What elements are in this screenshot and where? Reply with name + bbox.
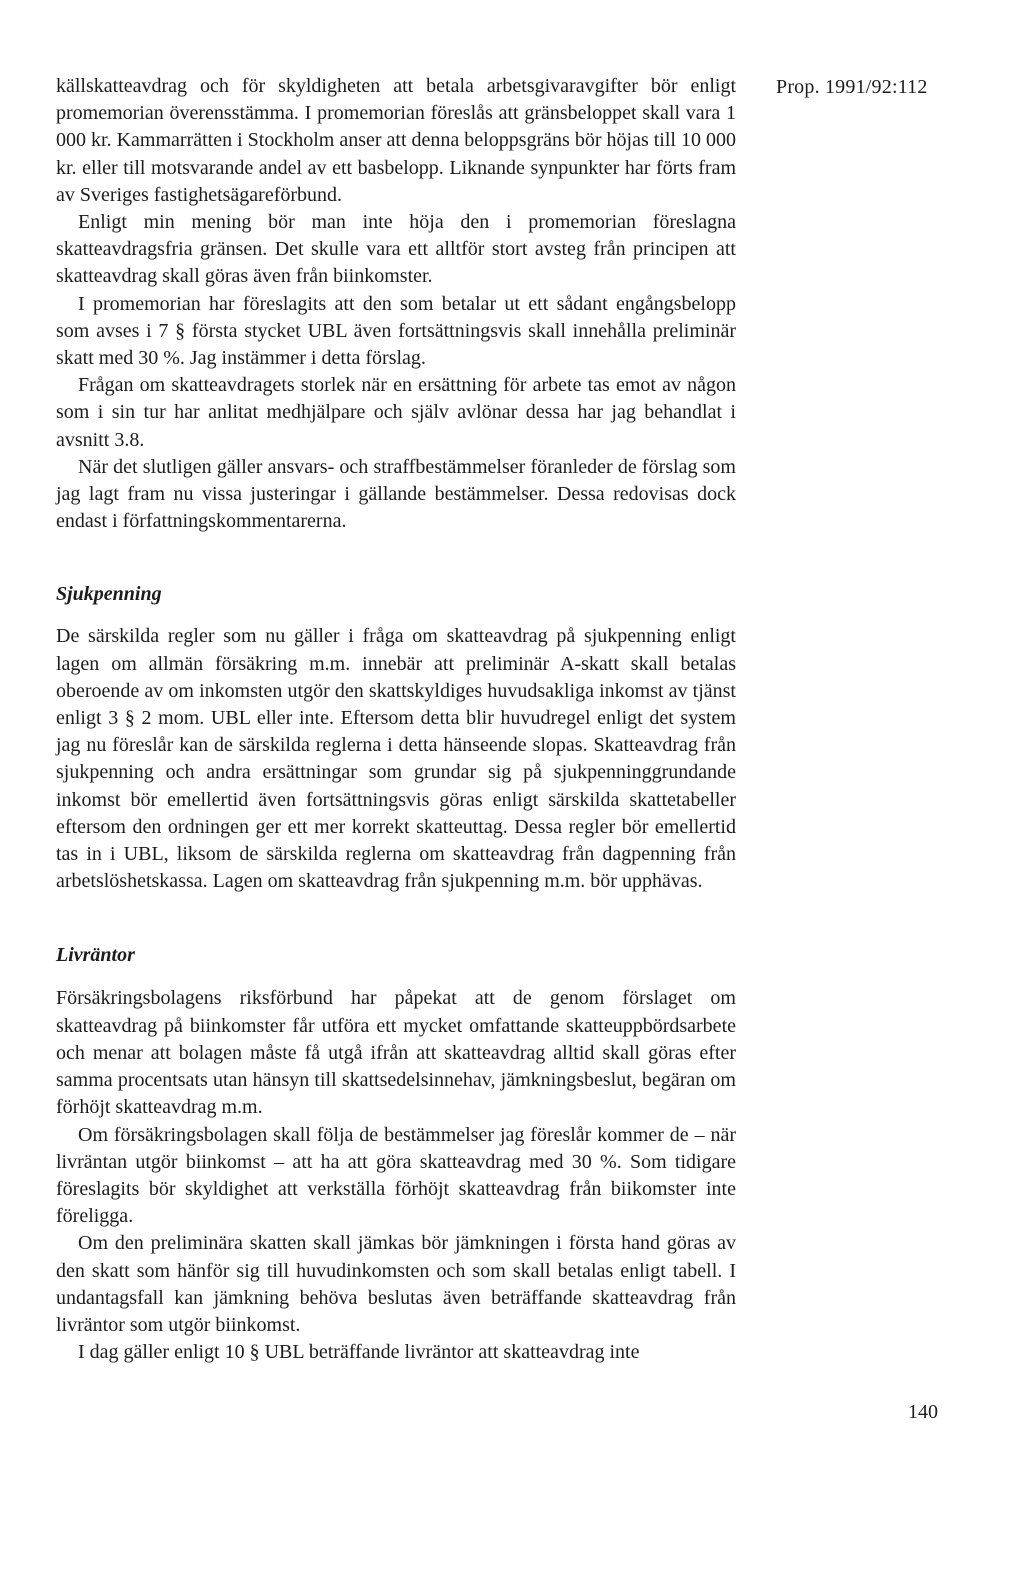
paragraph: Om försäkringsbolagen skall följa de bestämmelser jag föreslår kommer de – när livräntan utgör biinkomst – att ha att göra skatteavdrag med 30 %. Som tidigare föreslagits bör skyldighet att verkställa förhöjt skatteavdrag från biikomster inte föreligga. [56,1123,736,1228]
body-text [56,73,736,1366]
paragraph: När det slutligen gäller ansvars- och straffbestämmelser föranleder de förslag som jag lagt fram nu vissa justeringar i gällande bestämmelser. Dessa redovisas dock endast i författningskommentarerna. [56,455,736,533]
paragraph: Om den preliminära skatten skall jämkas bör jämkningen i första hand göras av den skatt som hänför sig till huvudinkomsten och som skall betalas enligt tabell. I undantagsfall kan jämkning behöva beslutas även beträffande skatteavdrag från livräntor som utgör biinkomst. [56,1232,736,1336]
paragraph: De särskilda regler som nu gäller i fråga om skatteavdrag på sjukpenning enligt lagen om allmän försäkring m.m. innebär att preliminär A-skatt skall betalas oberoende av om inkomsten utgör den skattskyldiges huvudsakliga inkomst av tjänst enligt 3 § 2 mom. UBL eller inte. Eftersom detta blir huvudregel enligt det system jag nu föreslår kan de särskilda reglerna i detta hänseende slopas. Skatteavdrag från sjukpenning och andra ersättningar som grundar sig på sjukpenninggrundande inkomst bör emellertid även fortsättningsvis göras enligt särskilda skattetabeller eftersom den ordningen ger ett mer korrekt skatteuttag. Dessa regler bör emellertid tas in i UBL, liksom de särskilda reglerna om skatteavdrag från dagpenning från arbetslöshetskassa. Lagen om skatteavdrag från sjukpenning m.m. bör upphävas. [56,625,736,893]
paragraph: Försäkringsbolagens riksförbund har påpekat att de genom förslaget om skatteavdrag på biinkomster får utföra ett mycket omfattande skatteuppbördsarbete och menar att bolagen måste få utgå ifrån att skatteavdrag alltid skall göras efter samma procentsats utan hänsyn till skattsedelsinnehav, jämkningsbeslut, begäran om förhöjt skatteavdrag m.m. [56,987,736,1119]
paragraph: Enligt min mening bör man inte höja den i promemorian föreslagna skatteavdragsfria gränsen. Det skulle vara ett alltför stort avsteg från principen att skatteavdrag skall göras även från biinkomster. [56,211,736,288]
paragraph: källskatteavdrag och för skyldigheten att betala arbetsgivaravgifter bör enligt promemorian överensstämma. I promemorian föreslås att gränsbeloppet skall vara 1 000 kr. Kammarrätten i Stockholm anser att denna beloppsgräns bör höjas till 10 000 kr. eller till motsvarande andel av ett basbelopp. Liknande synpunkter har förts fram av Sveriges fastighetsägareförbund. [56,75,736,206]
paragraph: Frågan om skatteavdragets storlek när en ersättning för arbete tas emot av någon som i sin tur har anlitat medhjälpare och själv avlönar dessa har jag behandlat i avsnitt 3.8. [56,374,736,451]
proposition-reference: Prop. 1991/92:112 [776,76,928,98]
section-heading-livrantor: Livräntor [56,944,135,967]
page-number: 140 [908,1401,938,1423]
paragraph: I dag gäller enligt 10 § UBL beträffande livräntor att skatteavdrag inte [78,1341,640,1364]
paragraph: I promemorian har föreslagits att den som betalar ut ett sådant engångsbelopp som avses i 7 § första stycket UBL även fortsättningsvis skall innehålla preliminär skatt med 30 %. Jag instämmer i detta förslag. [56,292,736,370]
section-heading-sjukpenning: Sjukpenning [56,583,162,606]
